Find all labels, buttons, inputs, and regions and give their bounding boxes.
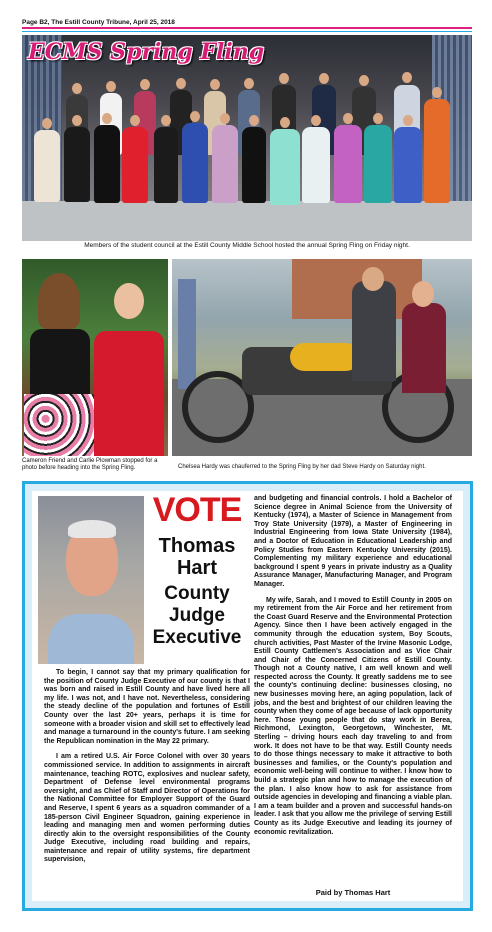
right-photo-caption: Chelsea Hardy was chauferred to the Spring Fling by her dad Steve Hardy on Saturday night. <box>178 464 426 470</box>
political-ad <box>22 481 473 911</box>
head <box>280 117 290 128</box>
head <box>343 113 353 124</box>
header-rule-blue <box>22 31 472 32</box>
main-photo <box>22 35 472 241</box>
person <box>212 125 238 203</box>
ad-paragraph: My wife, Sarah, and I moved to Estill County in 2005 on my retirement from the Air Force and her retirement from the Coast Guard Reserve and the Environmental Protection Agency. Since then I have been actively engaged in the community through the education system, Boy Scouts, church activities, Past Master of the Irvine Masonic Lodge, Estill County Cattlemen's Association and as Vice Chair and Chair of the Concerned Citizens of Estill County. Though not a County native, I am well known and well respected across the County. It greatly saddens me to see the county's continuing decline: businesses closing, no new businesses moving here, an aging population, lack of jobs, and the best and brightest of our children leaving the county when they come of age because of lack opportunity here. Those young people that do stay work in Berea, Richmond, Lexington, Georgetown, Winchester, Mt. Sterling – driving hours each day traveling to and from work. It does not have to be that way. Estill County needs to do those things necessary to make it attractive to both businesses and families, or the County's population and economic well-being will continue to wither. I know how to build a strategic plan and how to manage the execution of the plan. I also know how to ask for assistance from outside agencies in developing and financing a viable plan. I am a team builder and a proven and successful hands-on leader. I ask that you allow me the privilege of serving Estill County as its Judge Executive and leading its journey of economic revitalization. <box>254 596 452 836</box>
paid-by: Paid by Thomas Hart <box>315 888 391 897</box>
person <box>94 125 120 203</box>
photo-title: ECMS Spring Fling <box>28 39 265 65</box>
person <box>270 129 300 205</box>
head <box>403 115 413 126</box>
girl-left-hair <box>38 273 80 329</box>
head <box>432 87 442 98</box>
head <box>319 73 329 84</box>
person <box>182 123 208 203</box>
head <box>190 111 200 122</box>
girl-right-dress <box>94 331 164 456</box>
rider-dad <box>352 281 396 381</box>
ad-left-column <box>44 669 250 872</box>
head <box>402 72 412 83</box>
rider-daughter <box>402 303 446 393</box>
right-photo <box>172 259 472 456</box>
girl-right-head <box>114 283 144 319</box>
head <box>249 115 259 126</box>
rider-dad-head <box>362 267 384 291</box>
candidate-portrait <box>38 496 144 664</box>
head <box>311 115 321 126</box>
head <box>106 81 116 92</box>
head <box>359 75 369 86</box>
girl-left-skirt <box>24 394 96 456</box>
candidate-last-name: Hart <box>176 557 217 579</box>
person <box>34 130 60 202</box>
head <box>102 113 112 124</box>
person <box>302 127 330 203</box>
candidate-first-name: Thomas <box>158 535 236 557</box>
rider-daughter-head <box>412 281 434 307</box>
bystander <box>178 279 196 389</box>
candidate-name <box>152 535 242 579</box>
person <box>424 99 450 203</box>
portrait-shirt <box>48 614 134 664</box>
head <box>42 118 52 129</box>
floor <box>22 201 472 241</box>
person <box>242 127 266 203</box>
head <box>210 79 220 90</box>
person <box>122 127 148 203</box>
person <box>64 127 90 202</box>
ad-inner <box>32 491 463 901</box>
ad-paragraph: To begin, I cannot say that my primary qualification for the position of County Judge Executive of our county is that I was born and raised in Estill County and have lived here all my life. I was not, and I have not. Nevertheless, considering the steady decline of the population and fortunes of Estill County over the last 20+ years, perhaps it is time for someone with a broader vision and skill set to effectively lead and manage a turnaround in the county's future. I am seeking the Republican nomination in the May 22 primary. <box>44 669 250 745</box>
office-line-3: Executive <box>152 627 242 648</box>
head <box>244 78 254 89</box>
head <box>279 73 289 84</box>
header-rule-magenta <box>22 27 472 29</box>
left-photo <box>22 259 168 456</box>
portrait-hair <box>68 520 116 538</box>
head <box>161 115 171 126</box>
head <box>220 113 230 124</box>
ad-paragraph: and budgeting and financial controls. I hold a Bachelor of Science degree in Animal Science from the University of Kentucky (1974), a Master of Science in Management from Troy State University (1979), a Master of Engineering in Industrial Engineering from Iowa State University (1984), and a Doctor of Education in Educational Leadership and Policy Studies from Eastern Kentucky University (2015). Complementing my military experience and educational background I spent 9 years in private industry as a Quality Assurance Manager, Manufacturing Manager, and Program Manager. <box>254 495 452 588</box>
head <box>176 78 186 89</box>
person <box>154 127 178 203</box>
person <box>334 125 362 203</box>
head <box>130 115 140 126</box>
person <box>394 127 422 203</box>
person <box>364 125 392 203</box>
head <box>72 83 82 94</box>
ad-paragraph: I am a retired U.S. Air Force Colonel with over 30 years commissioned service. In addition to assignments in aircraft maintenance, teaching ROTC, explosives and nuclear safety, Department of Defense level environmental programs oversight, and as Chief of Staff and Director of Operations for the National Committee for Employer Support of the Guard and Reserve, I spent 6 years as a squadron commander of a 185-person Civil Engineer Squadron, gaining experience in leading and managing men and women performing duties directly akin to the oversight responsibilities of the County Judge Executive, including road building and repairs, maintenance and repair of utility systems, fire department supervision, <box>44 753 250 864</box>
left-photo-caption: Cameron Friend and Carlie Plowman stopped for a photo before heading into the Spring Fling. <box>22 458 158 471</box>
office-line-1: County <box>164 583 230 604</box>
vote-heading: VOTE <box>152 491 242 529</box>
office-title <box>152 583 242 649</box>
main-photo-caption: Members of the student council at the Estill County Middle School hosted the annual Spring Fling on Friday night. <box>84 242 410 249</box>
ad-right-column <box>254 495 452 844</box>
head <box>373 113 383 124</box>
head <box>72 115 82 126</box>
head <box>140 79 150 90</box>
motorcycle-tank <box>290 343 360 371</box>
office-line-2: Judge <box>169 605 225 626</box>
page-header: Page B2, The Estill County Tribune, April 25, 2018 <box>22 19 175 26</box>
